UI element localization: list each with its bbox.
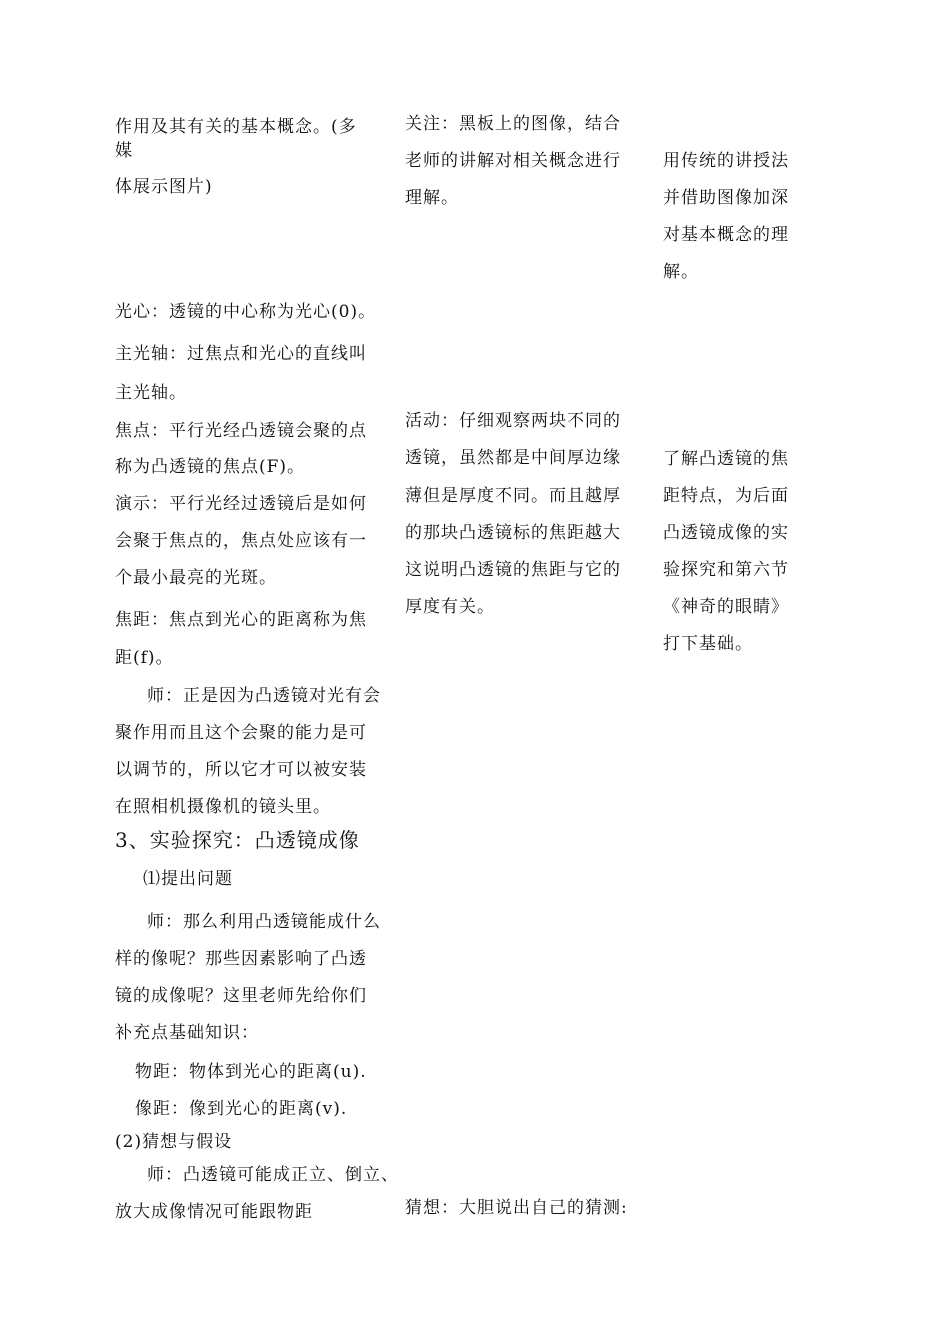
text-line: 打下基础。 xyxy=(663,634,753,654)
text-line: 师：那么利用凸透镜能成什么 xyxy=(147,912,381,932)
text-line: 放大成像情况可能跟物距 xyxy=(115,1202,313,1222)
text-line: (2)猜想与假设 xyxy=(115,1132,233,1152)
text-line: 活动：仔细观察两块不同的 xyxy=(405,411,621,431)
text-line: 师：正是因为凸透镜对光有会 xyxy=(147,686,381,706)
text-line: 像距：像到光心的距离(v). xyxy=(135,1099,348,1119)
text-line: 焦距：焦点到光心的距离称为焦 xyxy=(115,610,367,630)
text-line: 体展示图片) xyxy=(115,177,213,197)
section-heading: 3、实验探究：凸透镜成像 xyxy=(115,828,360,852)
text-line: 主光轴。 xyxy=(115,383,187,403)
text-line: 媒 xyxy=(115,141,133,161)
text-line: 作用及其有关的基本概念。(多 xyxy=(115,117,357,137)
text-line: 以调节的，所以它才可以被安装 xyxy=(115,760,367,780)
text-line: 《神奇的眼睛》 xyxy=(663,597,789,617)
text-line: 关注：黑板上的图像，结合 xyxy=(405,114,621,134)
text-line: 师：凸透镜可能成正立、倒立、 xyxy=(147,1165,399,1185)
text-line: 厚度有关。 xyxy=(405,597,495,617)
text-line: 镜的成像呢？这里老师先给你们 xyxy=(115,986,367,1006)
text-line: 主光轴：过焦点和光心的直线叫 xyxy=(115,344,367,364)
text-line: 了解凸透镜的焦 xyxy=(663,449,789,469)
text-line: 凸透镜成像的实 xyxy=(663,523,789,543)
text-line: 物距：物体到光心的距离(u). xyxy=(135,1062,367,1082)
text-line: 猜想：大胆说出自己的猜测: xyxy=(405,1198,628,1218)
text-line: 透镜，虽然都是中间厚边缘 xyxy=(405,448,621,468)
text-line: 样的像呢？那些因素影响了凸透 xyxy=(115,949,367,969)
text-line: 焦点：平行光经凸透镜会聚的点 xyxy=(115,421,367,441)
text-line: 会聚于焦点的，焦点处应该有一 xyxy=(115,531,367,551)
text-line: 薄但是厚度不同。而且越厚 xyxy=(405,486,621,506)
text-line: 在照相机摄像机的镜头里。 xyxy=(115,797,331,817)
text-line: 并借助图像加深 xyxy=(663,188,789,208)
text-line: 验探究和第六节 xyxy=(663,560,789,580)
text-line: 距特点，为后面 xyxy=(663,486,789,506)
text-line: 解。 xyxy=(663,262,699,282)
text-line: 距(f)。 xyxy=(115,648,174,668)
text-line: 的那块凸透镜标的焦距越大 xyxy=(405,523,621,543)
text-line: ⑴提出问题 xyxy=(143,869,233,889)
text-line: 用传统的讲授法 xyxy=(663,151,789,171)
text-line: 称为凸透镜的焦点(F)。 xyxy=(115,457,306,477)
text-line: 理解。 xyxy=(405,188,459,208)
text-line: 对基本概念的理 xyxy=(663,225,789,245)
text-line: 这说明凸透镜的焦距与它的 xyxy=(405,560,621,580)
text-line: 演示：平行光经过透镜后是如何 xyxy=(115,494,367,514)
text-line: 个最小最亮的光斑。 xyxy=(115,568,277,588)
text-line: 补充点基础知识： xyxy=(115,1023,259,1043)
text-line: 光心：透镜的中心称为光心(0)。 xyxy=(115,302,377,322)
text-line: 老师的讲解对相关概念进行 xyxy=(405,151,621,171)
text-line: 聚作用而且这个会聚的能力是可 xyxy=(115,723,367,743)
